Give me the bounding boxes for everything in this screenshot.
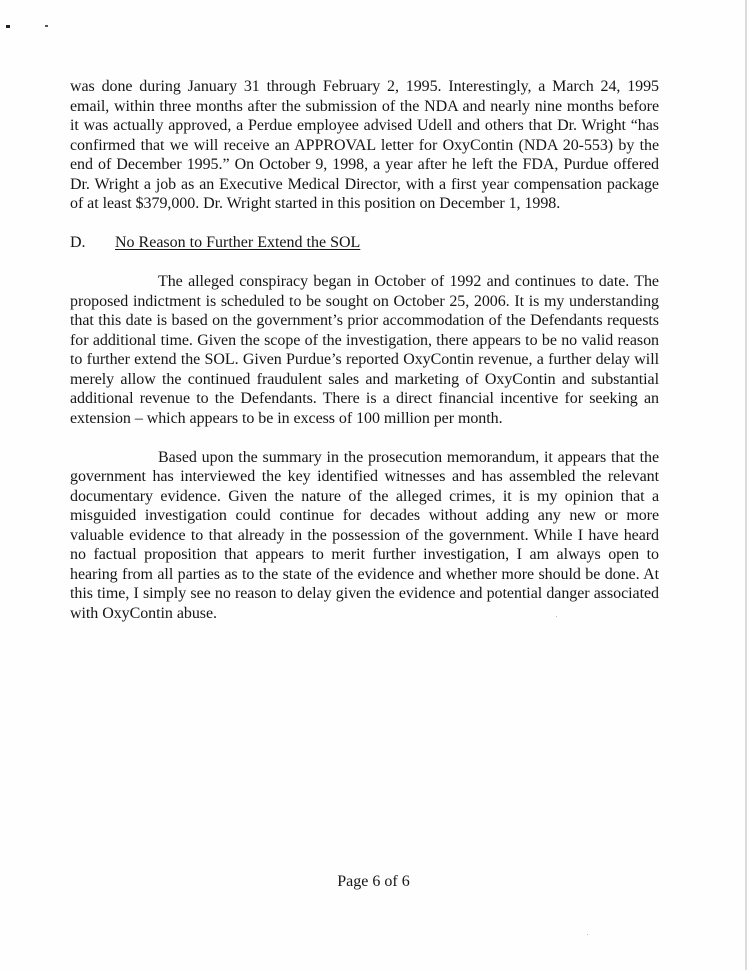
scan-artifact <box>6 25 10 28</box>
paragraph-prosecution-memorandum: Based upon the summary in the prosecution memorandum, it appears that the government has interviewed the key identified witnesses and has assembled the relevant documentary evidence. Given the nature of the alleged crimes, it is my opinion that a misguided investigation could continue for decades without adding any new or more valuable evidence to that already in the possession of the government. While I have heard no factual proposition that appears to merit further investigation, I am always open to hearing from all parties as to the state of the evidence and whether more should be done. At this time, I simply see no reason to delay given the evidence and potential danger associated with OxyContin abuse. <box>70 448 659 622</box>
section-title: No Reason to Further Extend the SOL <box>115 233 361 251</box>
page-footer <box>0 872 747 892</box>
paragraph-fda-approval: was done during January 31 through February 2, 1995. Interestingly, a March 24, 1995 email, within three months after the submission of the NDA and nearly nine months before it was actually approved, a Perdue employee advised Udell and others that Dr. Wright “has confirmed that we will receive an APPROVAL letter for OxyContin (NDA 20-553) by the end of December 1995.” On October 9, 1998, a year after he left the FDA, Purdue offered Dr. Wright a job as an Executive Medical Director, with a first year compensation package of at least $379,000. Dr. Wright started in this position on December 1, 1998. <box>70 78 659 212</box>
scan-artifact <box>45 25 48 27</box>
page-number: Page 6 of 6 <box>337 873 410 890</box>
paragraph-conspiracy-timeline: The alleged conspiracy began in October of 1992 and continues to date. The proposed indictment is scheduled to be sought on October 25, 2006. It is my understanding that this date is based on the government’s prior accommodation of the Defendants requests for additional time. Given the scope of the investigation, there appears to be no valid reason to further extend the SOL. Given Purdue’s reported OxyContin revenue, a further delay will merely allow the continued fraudulent sales and marketing of OxyContin and substantial additional revenue to the Defendants. There is a direct financial incentive for seeking an extension – which appears to be in excess of 100 million per month. <box>70 273 659 427</box>
section-label: D. <box>70 233 86 251</box>
document-body <box>70 77 659 623</box>
scan-artifact <box>587 934 588 935</box>
section-heading <box>70 233 659 253</box>
